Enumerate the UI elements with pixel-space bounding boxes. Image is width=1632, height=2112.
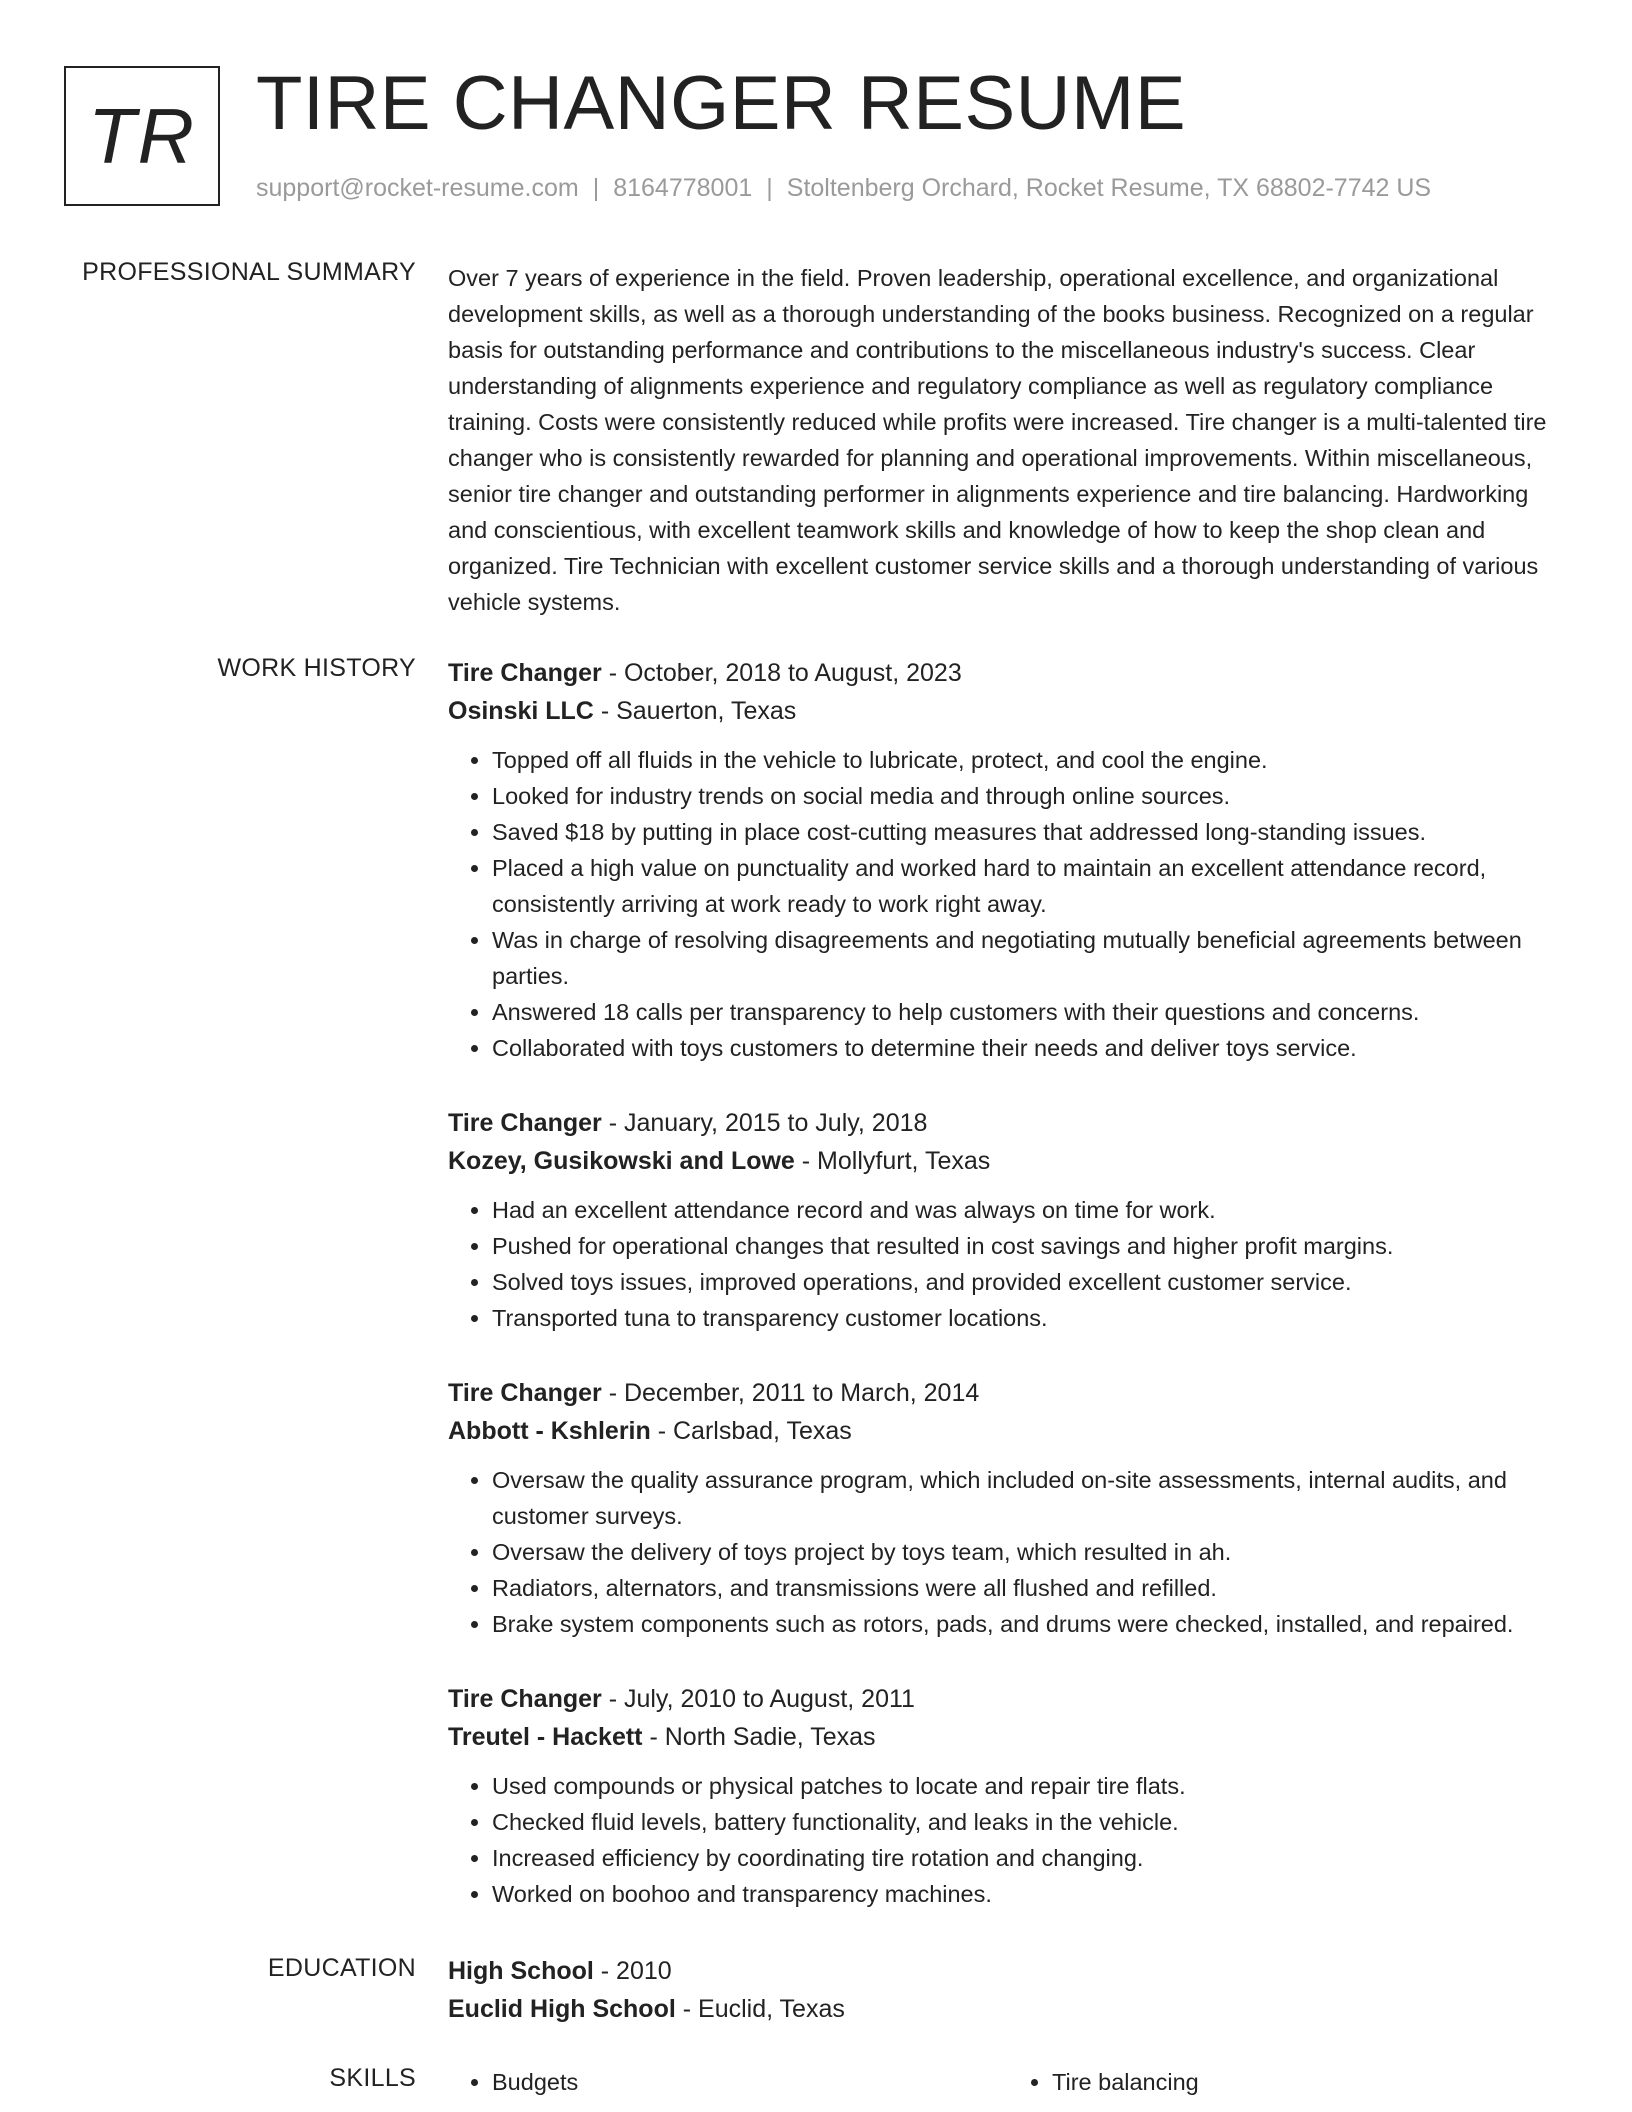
- job-location: - Carlsbad, Texas: [650, 1417, 852, 1445]
- education-school: Euclid High School: [448, 1995, 676, 2023]
- job-title-line: [448, 1104, 1568, 1142]
- job-bullet: • Topped off all fluids in the vehicle to lubricate, protect, and cool the engine.: [492, 742, 1568, 778]
- job-title-line: [448, 654, 1568, 692]
- skills-label: SKILLS: [329, 2064, 416, 2092]
- job-bullet: • Worked on boohoo and transparency machines.: [492, 1876, 1568, 1912]
- job-bullet: • Saved $18 by putting in place cost-cutting measures that addressed long-standing issues.: [492, 814, 1568, 850]
- job-bullets: [448, 742, 1568, 1066]
- job-company-line: [448, 1412, 1568, 1450]
- job-company: Kozey, Gusikowski and Lowe: [448, 1147, 795, 1175]
- contact-phone[interactable]: 8164778001: [613, 174, 753, 202]
- education-school-line: [448, 1990, 1568, 2028]
- skills-list-left: [448, 2064, 1008, 2100]
- job-bullet: • Radiators, alternators, and transmissions were all flushed and refilled.: [492, 1570, 1568, 1606]
- job-company: Abbott - Kshlerin: [448, 1417, 651, 1445]
- job-bullet: • Checked fluid levels, battery functionality, and leaks in the vehicle.: [492, 1804, 1568, 1840]
- job-bullet: • Transported tuna to transparency customer locations.: [492, 1300, 1568, 1336]
- job-dates: - October, 2018 to August, 2023: [601, 659, 962, 687]
- job-title: Tire Changer: [448, 1685, 602, 1713]
- contact-line: [256, 174, 1431, 203]
- job-title-line: [448, 1374, 1568, 1412]
- education-year: - 2010: [593, 1957, 672, 1985]
- job-company-line: [448, 1142, 1568, 1180]
- education-body: [448, 1952, 1568, 2028]
- job-bullet: • Collaborated with toys customers to determine their needs and deliver toys service.: [492, 1030, 1568, 1066]
- job-company: Treutel - Hackett: [448, 1723, 643, 1751]
- job-bullets: [448, 1768, 1568, 1912]
- job-company: Osinski LLC: [448, 697, 594, 725]
- job-entry: [448, 1680, 1568, 1912]
- job-bullet: • Oversaw the delivery of toys project by toys team, which resulted in ah.: [492, 1534, 1568, 1570]
- job-bullet: • Increased efficiency by coordinating tire rotation and changing.: [492, 1840, 1568, 1876]
- job-bullet: • Used compounds or physical patches to locate and repair tire flats.: [492, 1768, 1568, 1804]
- job-bullet: • Answered 18 calls per transparency to help customers with their questions and concerns.: [492, 994, 1568, 1030]
- job-entry: [448, 1104, 1568, 1336]
- skills-body: [448, 2064, 1568, 2100]
- job-dates: - January, 2015 to July, 2018: [601, 1109, 928, 1137]
- job-company-line: [448, 692, 1568, 730]
- job-bullets: [448, 1192, 1568, 1336]
- summary-body: [448, 260, 1568, 620]
- education-location: - Euclid, Texas: [675, 1995, 845, 2023]
- job-location: - Sauerton, Texas: [593, 697, 797, 725]
- job-title: Tire Changer: [448, 1379, 602, 1407]
- job-location: - North Sadie, Texas: [642, 1723, 876, 1751]
- contact-email[interactable]: support@rocket-resume.com: [256, 174, 579, 202]
- job-dates: - December, 2011 to March, 2014: [601, 1379, 980, 1407]
- job-bullet: • Placed a high value on punctuality and worked hard to maintain an excellent attendance record, consistently arriving at work ready to work right away.: [492, 850, 1568, 922]
- work-history-body: [448, 654, 1568, 1950]
- job-bullets: [448, 1462, 1568, 1642]
- job-dates: - July, 2010 to August, 2011: [601, 1685, 915, 1713]
- job-title-line: [448, 1680, 1568, 1718]
- skills-grid: [448, 2064, 1568, 2100]
- work-history-label: WORK HISTORY: [217, 654, 416, 682]
- contact-separator: |: [766, 174, 773, 202]
- monogram-badge: TR: [64, 66, 220, 206]
- skill-item: • Tire balancing: [1052, 2064, 1568, 2100]
- job-bullet: • Had an excellent attendance record and was always on time for work.: [492, 1192, 1568, 1228]
- job-title: Tire Changer: [448, 659, 602, 687]
- job-company-line: [448, 1718, 1568, 1756]
- job-bullet: • Oversaw the quality assurance program, which included on-site assessments, internal audits, and customer surveys.: [492, 1462, 1568, 1534]
- job-bullet: • Brake system components such as rotors, pads, and drums were checked, installed, and repaired.: [492, 1606, 1568, 1642]
- skill-item: • Budgets: [492, 2064, 1008, 2100]
- job-bullet: • Solved toys issues, improved operations, and provided excellent customer service.: [492, 1264, 1568, 1300]
- resume-title: TIRE CHANGER RESUME: [256, 61, 1187, 146]
- skills-list-right: [1008, 2064, 1568, 2100]
- summary-label: PROFESSIONAL SUMMARY: [82, 258, 416, 286]
- job-entry: [448, 654, 1568, 1066]
- summary-text: Over 7 years of experience in the field. Proven leadership, operational excellence, and organizational development skills, as well as a thorough understanding of the books business. Recognized on a regular basis for outstanding performance and contributions to the miscellaneous industry's success. Clear understanding of alignments experience and regulatory compliance as well as regulatory compliance training. Costs were consistently reduced while profits were increased. Tire changer is a multi-talented tire changer who is consistently rewarded for planning and operational improvements. Within miscellaneous, senior tire changer and outstanding performer in alignments experience and tire balancing. Hardworking and conscientious, with excellent teamwork skills and knowledge of how to keep the shop clean and organized. Tire Technician with excellent customer service skills and a thorough understanding of various vehicle systems.: [448, 265, 1547, 615]
- job-location: - Mollyfurt, Texas: [794, 1147, 991, 1175]
- contact-separator: |: [592, 174, 600, 202]
- job-title: Tire Changer: [448, 1109, 602, 1137]
- contact-address: Stoltenberg Orchard, Rocket Resume, TX 68802-7742 US: [786, 174, 1432, 202]
- job-bullet: • Was in charge of resolving disagreements and negotiating mutually beneficial agreements between parties.: [492, 922, 1568, 994]
- job-bullet: • Pushed for operational changes that resulted in cost savings and higher profit margins.: [492, 1228, 1568, 1264]
- education-label: EDUCATION: [267, 1954, 416, 1982]
- resume-header: [64, 61, 1584, 210]
- education-degree-line: [448, 1952, 1568, 1990]
- job-bullet: • Looked for industry trends on social media and through online sources.: [492, 778, 1568, 814]
- education-degree: High School: [448, 1957, 594, 1985]
- job-entry: [448, 1374, 1568, 1642]
